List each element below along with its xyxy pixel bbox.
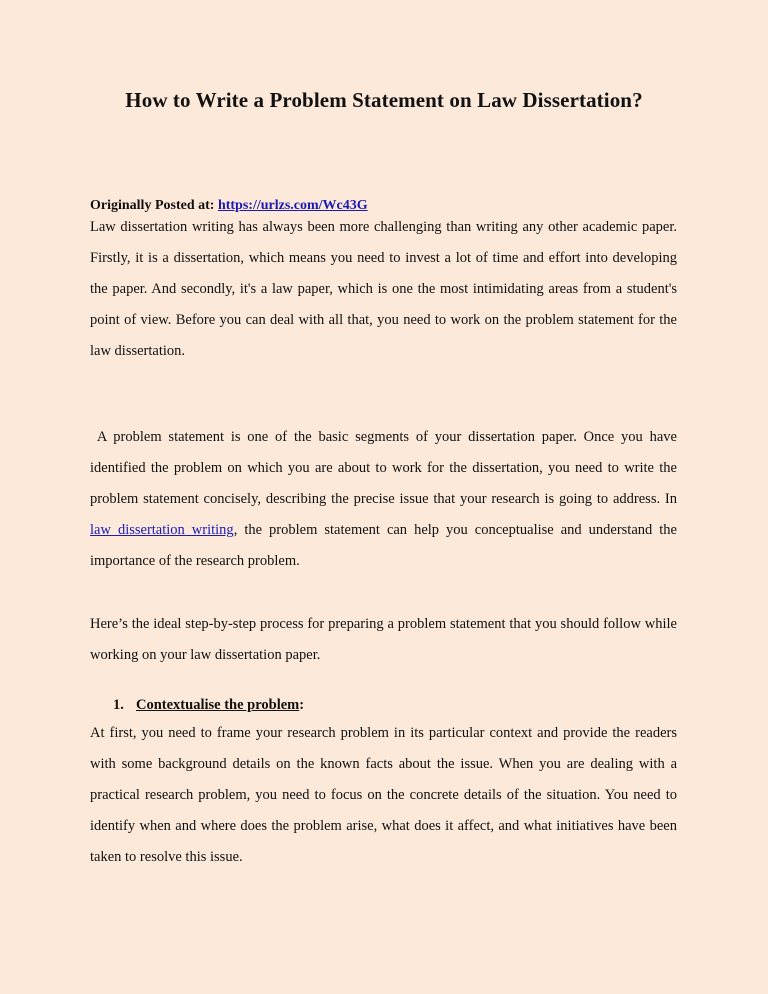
section-heading-suffix: : <box>299 697 305 713</box>
page-title: How to Write a Problem Statement on Law Dissertation? <box>125 88 643 112</box>
posted-url-link[interactable]: https://urlzs.com/Wc43G <box>217 198 368 213</box>
paragraph-contextualise: At first, you need to frame your research problem in its particular context and provide the readers with some background details on the known facts about the issue. When you are dealing with a practical research problem, you need to focus on the concrete details of the situation. You need to identify when and where does the problem arise, what does it affect, and what initiatives have been taken to resolve this issue. <box>90 725 677 865</box>
section-heading-contextualise <box>113 697 304 714</box>
paragraph-problem-statement <box>90 422 677 577</box>
law-dissertation-writing-link[interactable]: law dissertation writing <box>90 522 234 538</box>
paragraph-text-before-link: A problem statement is one of the basic segments of your dissertation paper. Once you have identified the problem on which you are about to work for the dissertation, you need to write the problem statement concisely, describing the precise issue that your research is going to address. In <box>90 429 677 507</box>
section-number: 1. <box>113 697 124 713</box>
posted-label: Originally Posted at: <box>90 198 218 213</box>
paragraph-intro: Law dissertation writing has always been more challenging than writing any other academic paper. Firstly, it is a dissertation, which means you need to invest a lot of time and effort into developing the paper. And secondly, it's a law paper, which is one the most intimidating areas from a student's point of view. Before you can deal with all that, you need to work on the problem statement for the law dissertation. <box>90 219 677 359</box>
paragraph-process-intro: Here’s the ideal step-by-step process for preparing a problem statement that you should follow while working on your law dissertation paper. <box>90 616 677 663</box>
paragraph-text-after-link: , the problem statement can help you conceptualise and understand the importance of the research problem. <box>90 522 677 569</box>
section-heading-text: Contextualise the problem <box>136 697 300 713</box>
